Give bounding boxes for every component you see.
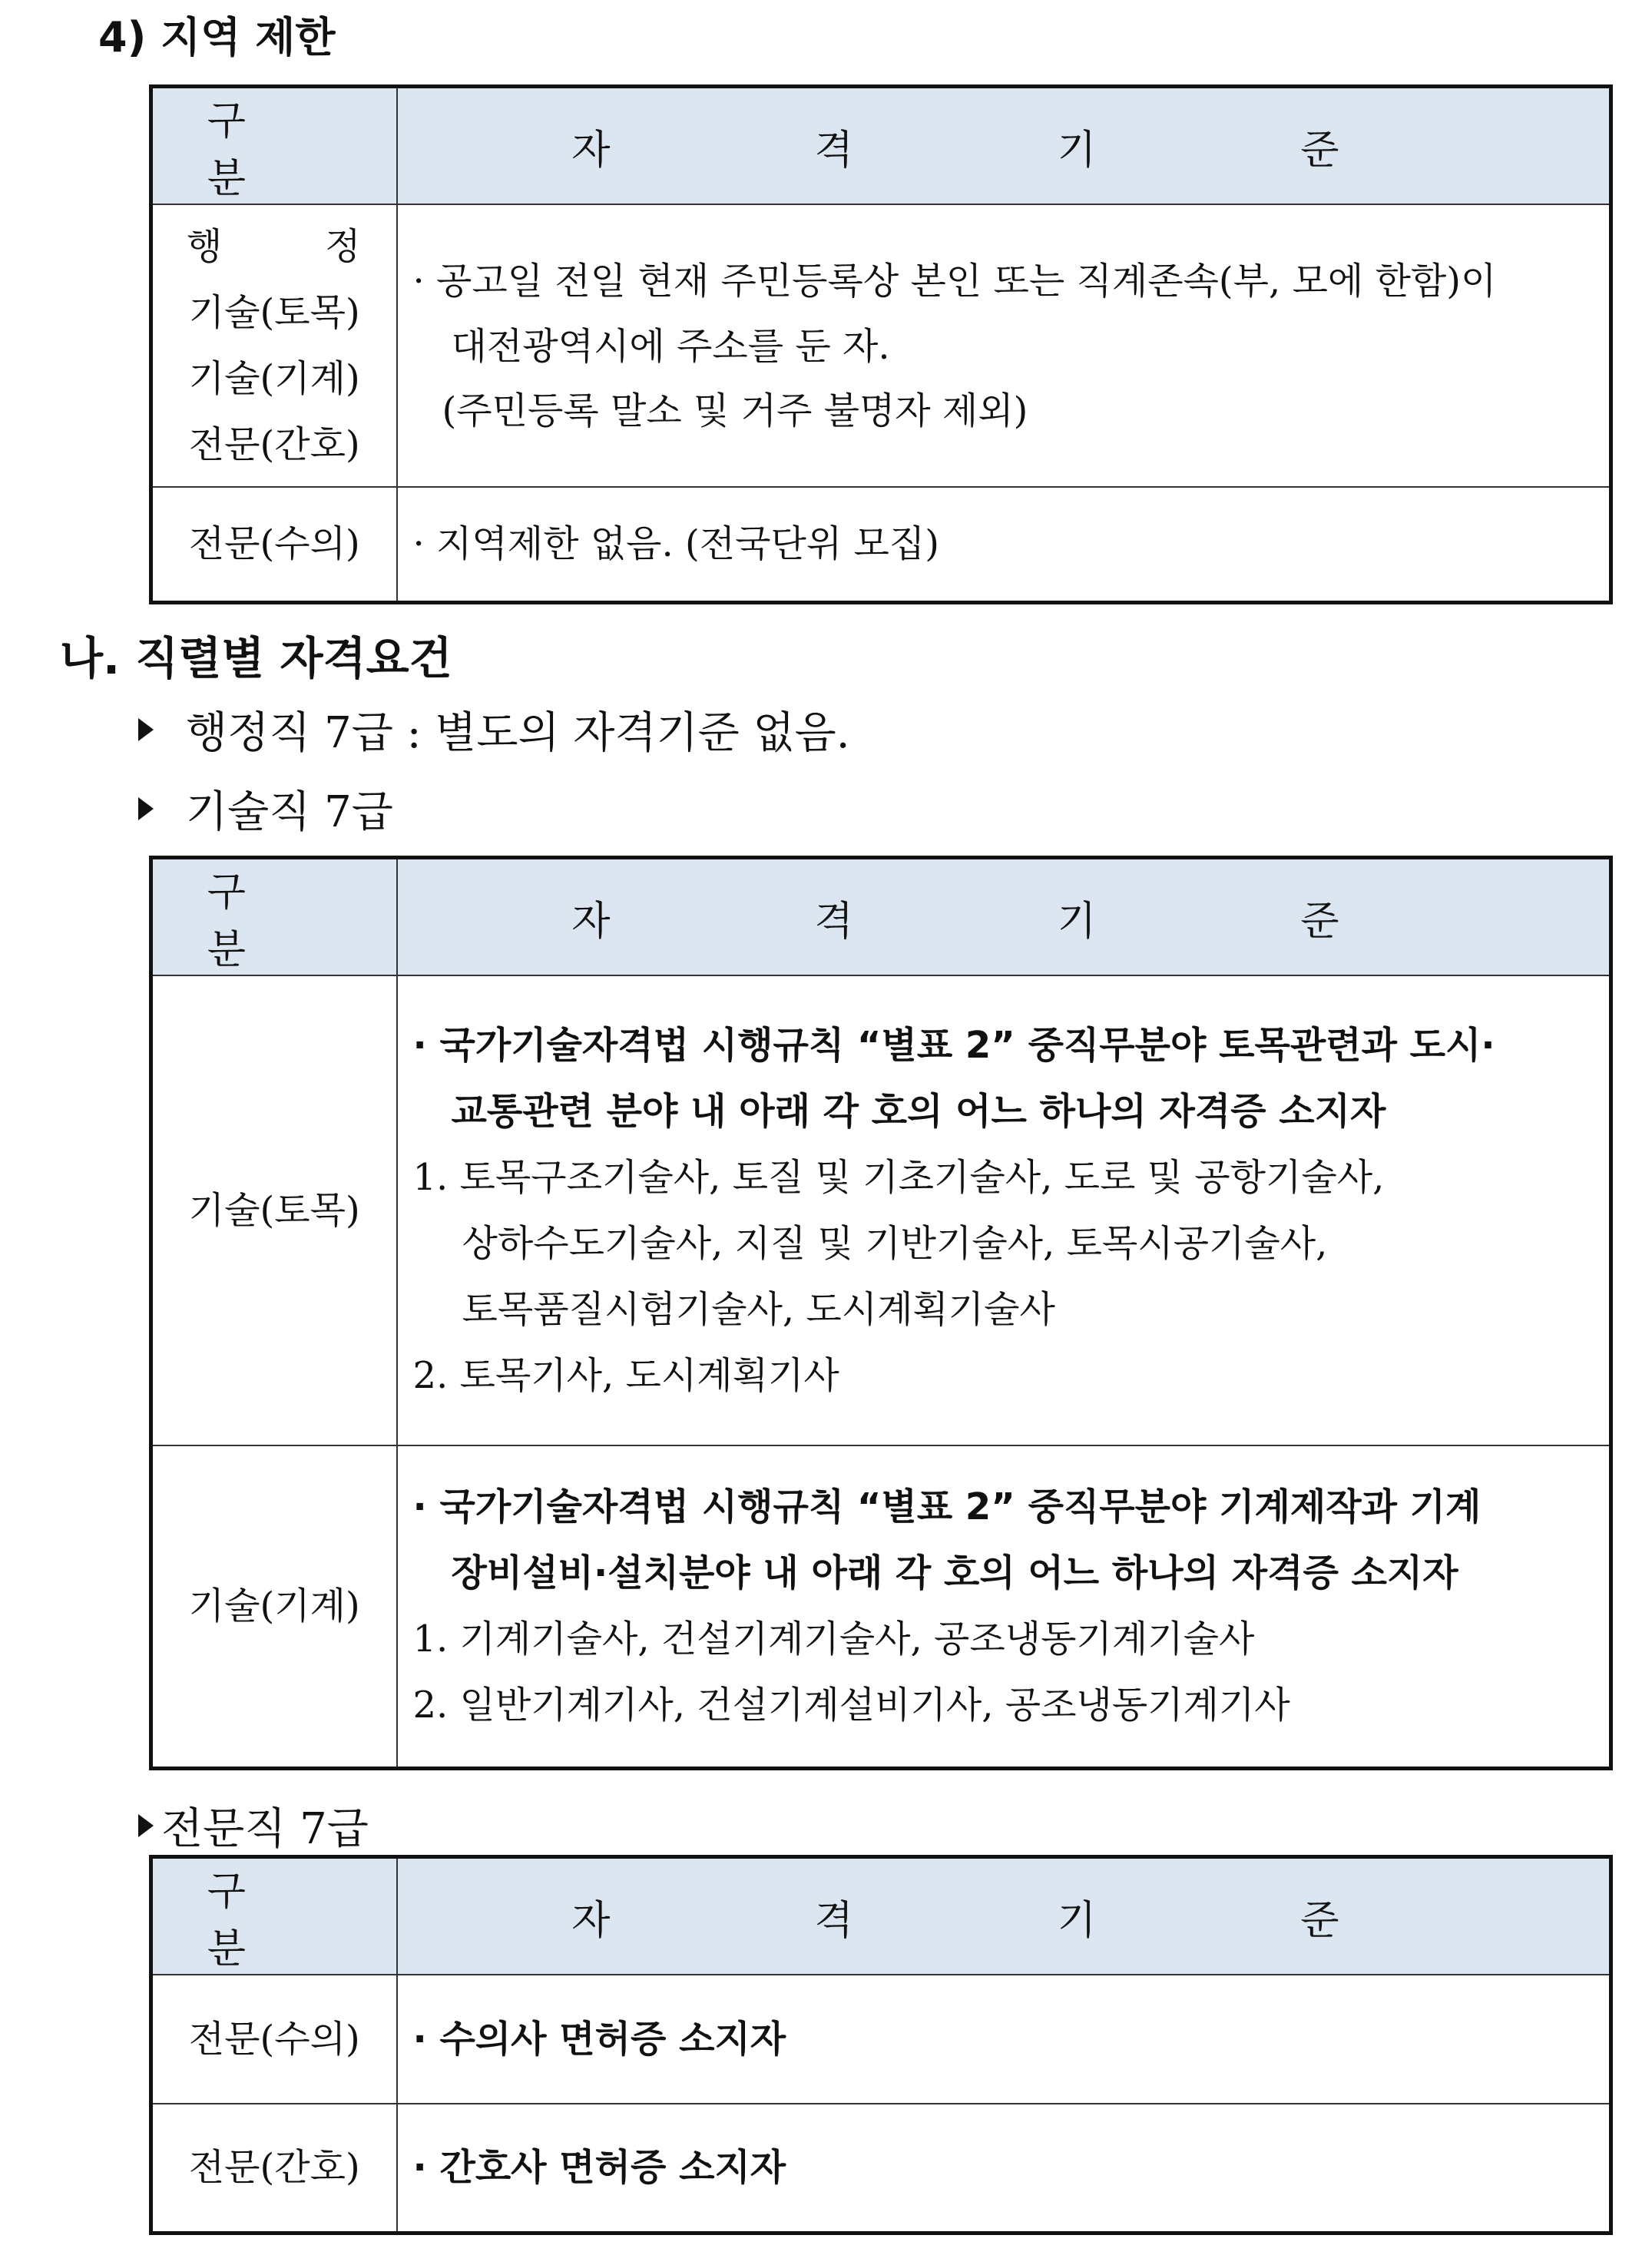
header-criteria: 자 격 기 준 — [397, 1857, 1611, 1975]
criteria-line: 장비설비·설치분야 내 아래 각 호의 어느 하나의 자격증 소지자 — [451, 1551, 1458, 1595]
criteria-line: 토목품질시험기술사, 도시계획기술사 — [462, 1288, 1055, 1331]
criteria-line: · 수의사 면허증 소지자 — [412, 2018, 786, 2061]
header-criteria: 자 격 기 준 — [397, 858, 1611, 976]
table-row — [151, 204, 1611, 487]
table-header-row — [151, 1857, 1611, 1975]
criteria-line: 2. 일반기계기사, 건설기계설비기사, 공조냉동기계기사 — [412, 1684, 1290, 1727]
criteria-line: (주민등록 말소 및 거주 불명자 제외) — [442, 389, 1028, 432]
section-title: 4) 지역 제한 — [98, 13, 336, 61]
bullet-text: 전문직 7급 — [161, 1804, 369, 1854]
criteria-line: · 간호사 면허증 소지자 — [412, 2146, 786, 2190]
bullet-pro — [138, 1795, 369, 1856]
header-category: 구 분 — [151, 1857, 397, 1975]
criteria-line: 1. 토목구조기술사, 토질 및 기초기술사, 도로 및 공항기술사, — [412, 1156, 1385, 1199]
table-header-row — [151, 87, 1611, 205]
criteria-line: · 국가기술자격법 시행규칙 “별표 2” 중직무분야 토목관련과 도시· — [412, 1024, 1495, 1067]
row-category: 기술(토목) — [151, 975, 397, 1445]
region-restriction-table — [149, 84, 1613, 604]
criteria-line: 1. 기계기술사, 건설기계기술사, 공조냉동기계기술사 — [412, 1618, 1255, 1661]
row-category: 전문(수의) — [151, 487, 397, 602]
table-header-row — [151, 858, 1611, 976]
tech-qualification-table — [149, 856, 1613, 1770]
table-row — [151, 975, 1611, 1445]
criteria-line: 2. 토목기사, 도시계획기사 — [412, 1354, 839, 1397]
header-category: 구 분 — [151, 87, 397, 205]
bullet-text: 기술직 7급 — [186, 787, 393, 837]
subsection-title: 나. 직렬별 자격요건 — [60, 632, 452, 684]
row-category: 기술(기계) — [151, 1445, 397, 1768]
bullet-tech — [138, 778, 393, 839]
category-line: 기술(기계) — [188, 357, 360, 400]
header-criteria: 자 격 기 준 — [397, 87, 1611, 205]
row-category: 전문(간호) — [151, 2104, 397, 2233]
criteria-line: 대전광역시에 주소를 둔 자. — [451, 325, 890, 368]
criteria-line: · 지역제한 없음. (전국단위 모집) — [412, 522, 939, 566]
row-category — [151, 204, 397, 487]
category-line: 전문(간호) — [188, 423, 360, 466]
row-category: 전문(수의) — [151, 1975, 397, 2104]
triangle-bullet-icon — [138, 1814, 154, 1837]
criteria-line: · 국가기술자격법 시행규칙 “별표 2” 중직무분야 기계제작과 기계 — [412, 1485, 1482, 1529]
triangle-bullet-icon — [138, 797, 154, 820]
table-row — [151, 487, 1611, 602]
row-criteria — [397, 487, 1611, 602]
row-criteria — [397, 204, 1611, 487]
bullet-admin — [138, 699, 850, 760]
row-criteria — [397, 2104, 1611, 2233]
table-row — [151, 1975, 1611, 2104]
category-line: 행 정 — [187, 225, 361, 268]
row-criteria — [397, 1975, 1611, 2104]
category-line: 기술(토목) — [188, 291, 360, 334]
criteria-line: · 공고일 전일 현재 주민등록상 본인 또는 직계존속(부, 모에 한함)이 — [412, 260, 1497, 303]
criteria-line: 교통관련 분야 내 아래 각 호의 어느 하나의 자격증 소지자 — [451, 1090, 1386, 1133]
header-category: 구 분 — [151, 858, 397, 976]
criteria-line: 상하수도기술사, 지질 및 기반기술사, 토목시공기술사, — [462, 1222, 1328, 1265]
table-row — [151, 1445, 1611, 1768]
table-row — [151, 2104, 1611, 2233]
bullet-text: 행정직 7급 : 별도의 자격기준 없음. — [186, 708, 850, 758]
row-criteria — [397, 1445, 1611, 1768]
triangle-bullet-icon — [138, 718, 154, 741]
pro-qualification-table — [149, 1855, 1613, 2235]
row-criteria — [397, 975, 1611, 1445]
